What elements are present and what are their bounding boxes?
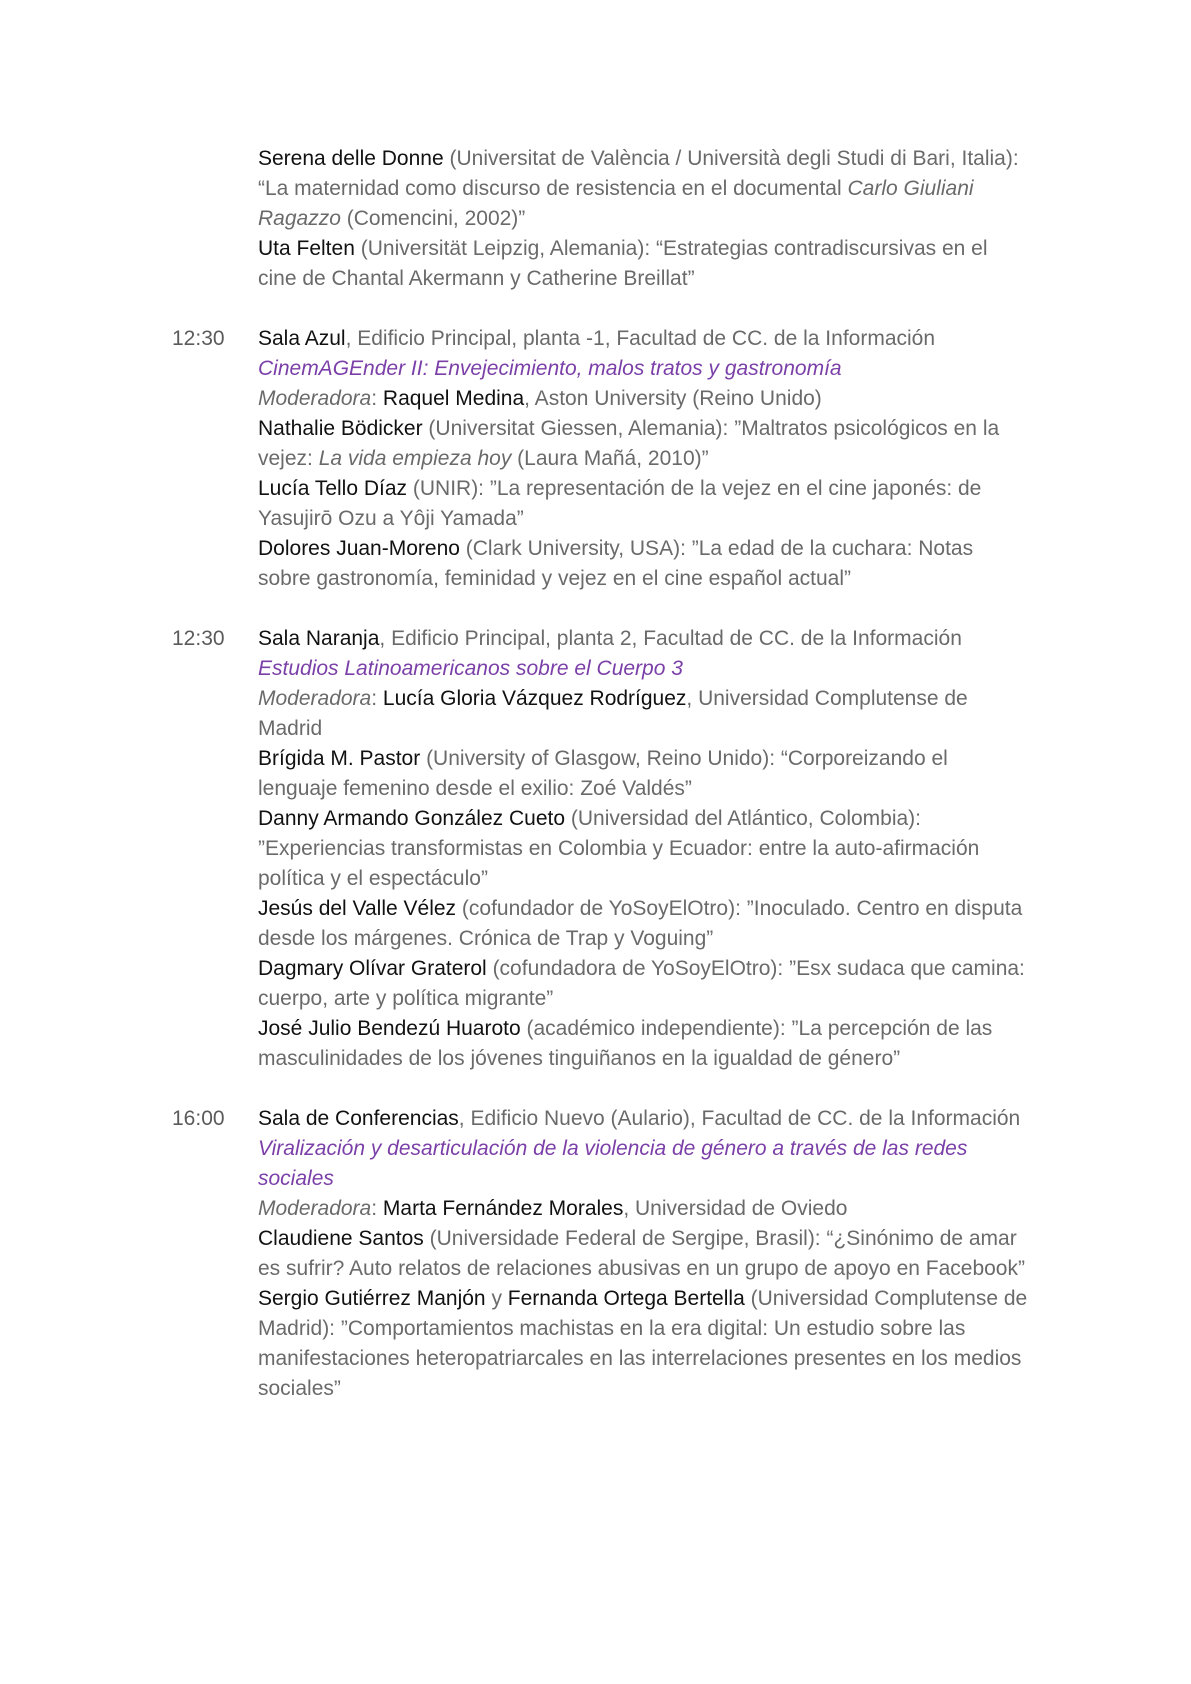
speaker-name: Dolores Juan-Moreno — [258, 537, 460, 560]
session-content — [258, 324, 1028, 594]
speaker-affiliation: (Universitat de València / Università degli Studi di Bari, Italia): — [443, 147, 1019, 170]
speaker-name: Uta Felten — [258, 237, 355, 260]
speaker-affiliation: (Universidad Complutense de Madrid): — [258, 1287, 1028, 1340]
moderator-affiliation: , Aston University (Reino Unido) — [524, 387, 822, 410]
speaker-entry — [258, 804, 1028, 894]
moderator-name: Raquel Medina — [382, 387, 525, 410]
speaker-entry — [258, 234, 1028, 294]
room-name: Sala Azul — [258, 327, 346, 350]
intro-block — [0, 144, 1191, 294]
moderator-label: Moderadora — [258, 1197, 372, 1220]
talk-title: ”Esx sudaca que camina: cuerpo, arte y política migrante” — [258, 957, 1025, 1010]
moderator-name: Lucía Gloria Vázquez Rodríguez — [382, 687, 687, 710]
talk-title: “¿Sinónimo de amar es sufrir? Auto relatos de relaciones abusivas en un grupo de apoyo en Facebook” — [258, 1227, 1025, 1280]
moderator-affiliation: , Universidad Complutense de Madrid — [258, 687, 968, 740]
speaker-name: Danny Armando González Cueto — [258, 807, 566, 830]
speaker-entry — [258, 1284, 1028, 1404]
talk-title: “Corporeizando el lenguaje femenino desde el exilio: Zoé Valdés” — [258, 747, 948, 800]
session-time: 16:00 — [172, 1107, 225, 1130]
speaker-entry — [258, 474, 1028, 534]
program-page — [0, 144, 1191, 1434]
talk-title-end: (Laura Mañá, 2010)” — [511, 447, 709, 470]
speaker-name: Jesús del Valle Vélez — [258, 897, 457, 920]
talk-title: ”Maltratos psicológicos en la vejez: — [258, 417, 1000, 470]
film-title: Carlo Giuliani Ragazzo — [258, 177, 974, 230]
room-name: Sala Naranja — [258, 627, 380, 650]
session-title: CinemAGEnder II: Envejecimiento, malos tratos y gastronomía — [258, 357, 842, 380]
session-room — [258, 624, 1028, 654]
speaker-name: Fernanda Ortega Bertella — [507, 1287, 745, 1310]
room-location: , Edificio Principal, planta 2, Facultad de CC. de la Información — [379, 627, 962, 650]
speaker-connector: y — [485, 1287, 508, 1310]
talk-title: ”La representación de la vejez en el cine japonés: de Yasujirō Ozu a Yôji Yamada” — [258, 477, 982, 530]
moderator-line: Moderadora: Raquel Medina, Aston University (Reino Unido) — [258, 387, 822, 410]
talk-title: ”La edad de la cuchara: Notas sobre gastronomía, feminidad y vejez en el cine español actual” — [258, 537, 974, 590]
speaker-name: José Julio Bendezú Huaroto — [258, 1017, 521, 1040]
moderator-label: Moderadora — [258, 687, 372, 710]
speaker-name: Lucía Tello Díaz — [258, 477, 408, 500]
room-location: , Edificio Nuevo (Aulario), Facultad de CC. de la Información — [458, 1107, 1021, 1130]
speaker-name: Brígida M. Pastor — [258, 747, 421, 770]
talk-title: ”Inoculado. Centro en disputa desde los márgenes. Crónica de Trap y Voguing” — [258, 897, 1023, 950]
speaker-entry — [258, 144, 1028, 234]
talk-title: ”Comportamientos machistas en la era digital: Un estudio sobre las manifestaciones heteropatriarcales en las interrelaciones presentes en los medios sociales” — [258, 1317, 1022, 1400]
speaker-entry — [258, 954, 1028, 1014]
session-block — [0, 624, 1191, 1074]
speaker-entry — [258, 1224, 1028, 1284]
session-content — [258, 624, 1028, 1074]
speaker-affiliation: (UNIR): — [407, 477, 490, 500]
talk-title-end: (Comencini, 2002)” — [340, 207, 526, 230]
moderator-label: Moderadora — [258, 387, 372, 410]
moderator-line: Moderadora: Marta Fernández Morales, Universidad de Oviedo — [258, 1197, 848, 1220]
moderator-line: Moderadora: Lucía Gloria Vázquez Rodríguez, Universidad Complutense de Madrid — [258, 687, 968, 740]
moderator-affiliation: , Universidad de Oviedo — [623, 1197, 848, 1220]
speaker-name: Claudiene Santos — [258, 1227, 424, 1250]
session-block — [0, 324, 1191, 594]
room-location: , Edificio Principal, planta -1, Facultad de CC. de la Información — [345, 327, 936, 350]
talk-title: “La maternidad como discurso de resistencia en el documental — [258, 177, 848, 200]
speaker-affiliation: (cofundador de YoSoyElOtro): — [456, 897, 747, 920]
session-block — [0, 1104, 1191, 1404]
speaker-affiliation: (cofundadora de YoSoyElOtro): — [486, 957, 790, 980]
session-title: Estudios Latinoamericanos sobre el Cuerpo 3 — [258, 657, 683, 680]
speaker-affiliation: (Universidad del Atlántico, Colombia): — [565, 807, 922, 830]
session-time: 12:30 — [172, 327, 225, 350]
speaker-affiliation: (Universität Leipzig, Alemania): — [354, 237, 657, 260]
session-room — [258, 1104, 1028, 1134]
speaker-entry — [258, 744, 1028, 804]
session-title: Viralización y desarticulación de la violencia de género a través de las redes sociales — [258, 1137, 968, 1190]
moderator-name: Marta Fernández Morales — [382, 1197, 624, 1220]
speaker-name: Nathalie Bödicker — [258, 417, 423, 440]
speaker-affiliation: (Clark University, USA): — [459, 537, 692, 560]
speaker-name: Dagmary Olívar Graterol — [258, 957, 487, 980]
talk-title: ”Experiencias transformistas en Colombia y Ecuador: entre la auto-afirmación política y el espectáculo” — [258, 837, 980, 890]
session-time: 12:30 — [172, 627, 225, 650]
speaker-entry — [258, 534, 1028, 594]
speaker-affiliation: (University of Glasgow, Reino Unido): — [420, 747, 781, 770]
session-room — [258, 324, 1028, 354]
speaker-entry — [258, 414, 1028, 474]
intro-content — [258, 144, 1028, 294]
speaker-affiliation: (Universitat Giessen, Alemania): — [422, 417, 735, 440]
room-name: Sala de Conferencias — [258, 1107, 459, 1130]
speaker-entry — [258, 1014, 1028, 1074]
speaker-affiliation: (Universidade Federal de Sergipe, Brasil): — [423, 1227, 827, 1250]
speaker-name: Sergio Gutiérrez Manjón — [258, 1287, 486, 1310]
film-title: La vida empieza hoy — [318, 447, 512, 470]
talk-title: “Estrategias contradiscursivas en el cine de Chantal Akermann y Catherine Breillat” — [258, 237, 988, 290]
talk-title: ”La percepción de las masculinidades de los jóvenes tinguiñanos en la igualdad de género” — [258, 1017, 993, 1070]
speaker-name: Serena delle Donne — [258, 147, 444, 170]
session-content — [258, 1104, 1028, 1404]
speaker-affiliation: (académico independiente): — [520, 1017, 792, 1040]
speaker-entry — [258, 894, 1028, 954]
